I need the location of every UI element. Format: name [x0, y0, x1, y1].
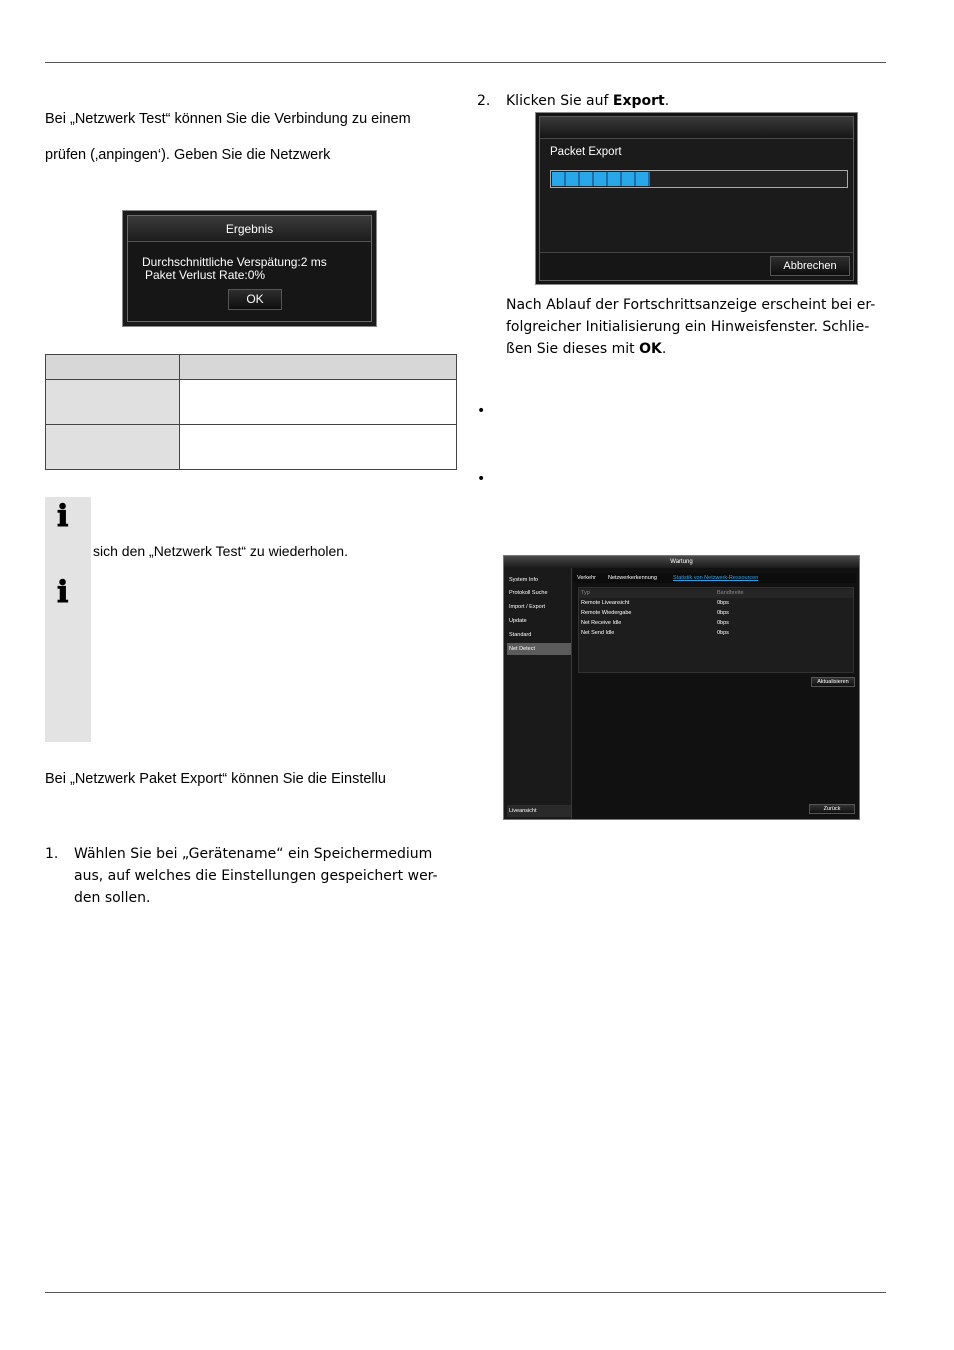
tab-statistik[interactable]: Statistik von Netzwerk-Ressourcen: [673, 575, 759, 581]
ok-button[interactable]: OK: [228, 289, 282, 310]
info-icon: ℹ: [57, 499, 69, 534]
row-bandwidth: 0bps: [717, 610, 729, 616]
step1-number: 1.: [45, 846, 59, 862]
table-row: [579, 599, 853, 608]
progress-segment: [580, 172, 594, 186]
ok-keyword: OK: [639, 341, 662, 357]
ergebnis-title: Ergebnis: [128, 216, 371, 242]
top-rule: [45, 62, 886, 63]
tab-verkehr[interactable]: Verkehr: [577, 575, 596, 581]
info-sidebar: [45, 497, 91, 742]
result-para-line1: Nach Ablauf der Fortschrittsanzeige erscheint bei er-: [506, 297, 876, 313]
col-header-bandbreite: Bandbreite: [717, 590, 744, 596]
progress-segment: [636, 172, 650, 186]
step1-line1: Wählen Sie bei „Gerätename“ ein Speichermedium: [74, 846, 433, 862]
netzwerk-test-line1: Bei „Netzwerk Test“ können Sie die Verbindung zu einem: [45, 111, 411, 127]
paket-export-intro: Bei „Netzwerk Paket Export“ können Sie die Einstellu: [45, 771, 386, 787]
progress-bar: [550, 170, 848, 188]
info-note-text: sich den „Netzwerk Test“ zu wiederholen.: [93, 543, 348, 559]
table-row: [46, 425, 457, 470]
progress-segment: [566, 172, 580, 186]
result-para-line3: [506, 338, 666, 360]
table-row: [579, 619, 853, 628]
tab-netzwerkerkennung[interactable]: Netzwerkerkennung: [608, 575, 657, 581]
row-type: Remote Liveansicht: [581, 600, 630, 606]
progress-fill: [552, 172, 650, 186]
refresh-button[interactable]: Aktualisieren: [811, 677, 855, 687]
latency-text: Durchschnittliche Verspätung:2 ms: [142, 255, 327, 269]
bullet-icon: •: [477, 403, 486, 419]
table-row: [46, 380, 457, 425]
step1-line2: aus, auf welches die Einstellungen gespeichert wer-: [74, 868, 438, 884]
step2-suffix: .: [664, 93, 670, 109]
wartung-tabs: [574, 573, 856, 583]
sidebar-item-system-info[interactable]: System Info: [509, 577, 539, 583]
step2-text: [506, 90, 669, 112]
progress-segment: [608, 172, 622, 186]
step2-prefix: Klicken Sie auf: [506, 93, 613, 109]
table-header-row: [579, 589, 853, 598]
row-bandwidth: 0bps: [717, 620, 729, 626]
export-keyword: Export: [612, 93, 665, 109]
step2-number: 2.: [477, 93, 491, 109]
netzwerk-test-line2: prüfen (‚anpingen‘). Geben Sie die Netzwerk: [45, 147, 331, 163]
row-type: Net Send Idle: [581, 630, 615, 636]
liveansicht-button[interactable]: Liveansicht: [507, 805, 571, 817]
bandwidth-table: [578, 587, 854, 673]
line3-prefix: ßen Sie dieses mit: [506, 341, 640, 357]
row-bandwidth: 0bps: [717, 600, 729, 606]
dialog-footer: [540, 252, 853, 280]
packet-export-label: Packet Export: [550, 146, 622, 158]
sidebar-item-net-detect[interactable]: Net Detect: [507, 643, 571, 655]
cancel-button[interactable]: Abbrechen: [770, 256, 850, 276]
sidebar-item-update[interactable]: Update: [509, 618, 527, 624]
back-button[interactable]: Zurück: [809, 804, 855, 814]
wartung-sidebar: [504, 568, 572, 819]
line3-suffix: .: [661, 341, 667, 357]
packet-export-dialog: [535, 112, 858, 285]
loss-rate-text: Paket Verlust Rate:0%: [145, 268, 266, 282]
row-type: Net Receive Idle: [581, 620, 622, 626]
col-header-typ: Typ: [581, 590, 590, 596]
table-row: [579, 609, 853, 618]
info-table: [45, 354, 457, 470]
step1-line3: den sollen.: [74, 890, 151, 906]
wartung-window: [503, 555, 860, 820]
wartung-title: Wartung: [504, 556, 859, 568]
ergebnis-dialog: [122, 210, 377, 327]
table-row: [579, 629, 853, 638]
sidebar-item-standard[interactable]: Standard: [509, 632, 532, 638]
progress-segment: [622, 172, 636, 186]
table-header-row: [46, 355, 457, 380]
sidebar-item-import-export[interactable]: Import / Export: [509, 604, 546, 610]
dialog-titlebar: [540, 117, 853, 139]
result-para-line2: folgreicher Initialisierung ein Hinweisfenster. Schlie-: [506, 319, 870, 335]
info-icon: ℹ: [57, 575, 69, 610]
bottom-rule: [45, 1292, 886, 1293]
progress-segment: [552, 172, 566, 186]
row-type: Remote Wiedergabe: [581, 610, 632, 616]
sidebar-item-protokoll-suche[interactable]: Protokoll Suche: [509, 590, 548, 596]
progress-segment: [594, 172, 608, 186]
bullet-icon: •: [477, 471, 486, 487]
row-bandwidth: 0bps: [717, 630, 729, 636]
